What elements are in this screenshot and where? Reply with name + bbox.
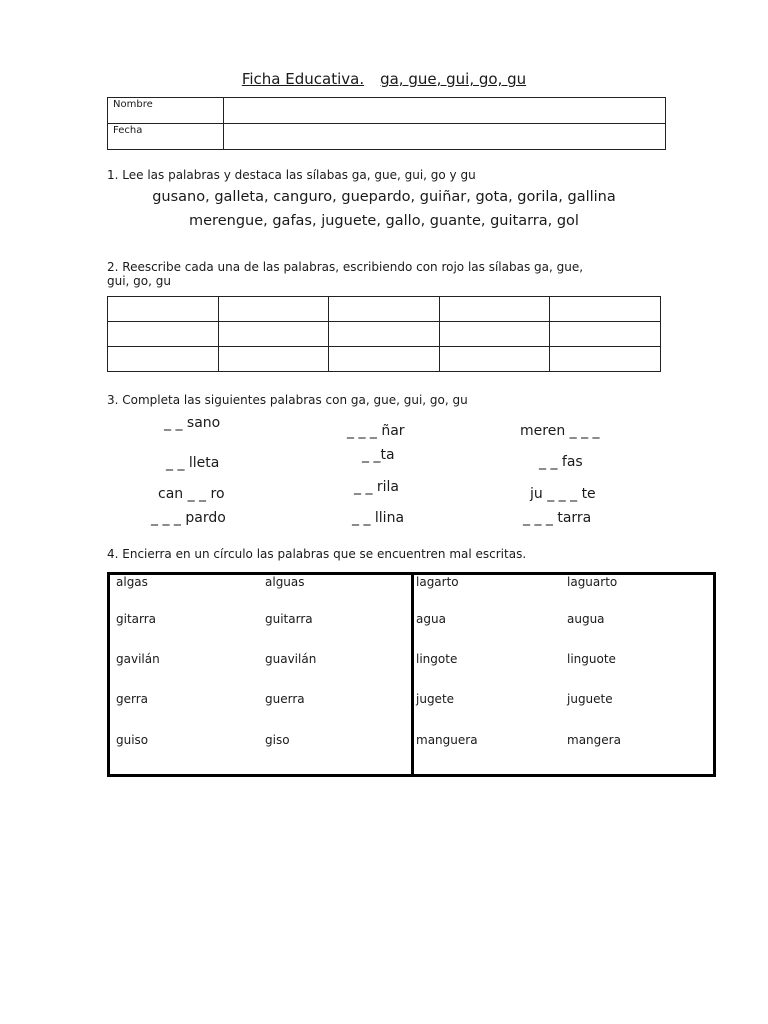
rewrite-cell[interactable]: [550, 322, 661, 347]
q2-instruction-line-2: gui, go, gu: [107, 274, 171, 288]
fill-in-word: _ _ _ tarra: [523, 510, 592, 526]
fill-in-word: can _ _ ro: [158, 486, 225, 502]
word-option[interactable]: manguera: [416, 733, 478, 747]
word-option[interactable]: mangera: [567, 733, 621, 747]
word-option[interactable]: gavilán: [116, 652, 160, 666]
fill-in-word: ju _ _ _ te: [530, 486, 596, 502]
fill-in-word: _ _ _ ñar: [347, 423, 405, 439]
date-field[interactable]: [224, 124, 666, 150]
word-option[interactable]: lagarto: [416, 575, 459, 589]
word-option[interactable]: guavilán: [265, 652, 317, 666]
rewrite-cell[interactable]: [329, 322, 440, 347]
word-option[interactable]: laguarto: [567, 575, 618, 589]
name-field[interactable]: [224, 98, 666, 124]
q4-instruction: 4. Encierra en un círculo las palabras que se encuentren mal escritas.: [107, 547, 527, 561]
rewrite-table: [107, 296, 661, 372]
rewrite-cell[interactable]: [439, 297, 550, 322]
fill-in-word: _ _ lleta: [166, 455, 220, 471]
fill-in-word: _ _ fas: [539, 454, 583, 470]
q1-word-line-2: merengue, gafas, juguete, gallo, guante, guitarra, gol: [189, 213, 579, 229]
q1-word-line-1: gusano, galleta, canguro, guepardo, guiñar, gota, gorila, gallina: [152, 189, 616, 205]
rewrite-cell[interactable]: [439, 347, 550, 372]
fill-in-word: _ _ta: [362, 447, 395, 463]
word-option[interactable]: algas: [116, 575, 148, 589]
spelling-table: [107, 572, 716, 777]
word-option[interactable]: giso: [265, 733, 290, 747]
rewrite-row: [108, 297, 661, 322]
word-option[interactable]: guiso: [116, 733, 149, 747]
word-option[interactable]: gitarra: [116, 612, 157, 626]
page-title: [0, 70, 768, 88]
date-row: [108, 124, 666, 150]
title-syllables: ga, gue, gui, go, gu: [380, 70, 527, 88]
rewrite-cell[interactable]: [108, 322, 219, 347]
rewrite-cell[interactable]: [550, 347, 661, 372]
name-label: Nombre: [108, 98, 224, 124]
table-divider: [411, 575, 414, 774]
rewrite-row: [108, 347, 661, 372]
word-option[interactable]: agua: [416, 612, 446, 626]
word-option[interactable]: linguote: [567, 652, 616, 666]
rewrite-cell[interactable]: [218, 297, 329, 322]
fill-in-word: meren _ _ _: [520, 423, 600, 439]
fill-in-word: _ _ rila: [354, 479, 400, 495]
q2-instruction-line-1: 2. Reescribe cada una de las palabras, escribiendo con rojo las sílabas ga, gue,: [107, 260, 584, 274]
rewrite-cell[interactable]: [218, 322, 329, 347]
student-info-table: [107, 97, 666, 150]
q3-instruction: 3. Completa las siguientes palabras con ga, gue, gui, go, gu: [107, 393, 468, 407]
rewrite-cell[interactable]: [108, 297, 219, 322]
word-option[interactable]: gerra: [116, 692, 149, 706]
rewrite-cell[interactable]: [329, 347, 440, 372]
title-prefix: Ficha Educativa.: [241, 70, 365, 88]
rewrite-row: [108, 322, 661, 347]
rewrite-cell[interactable]: [439, 322, 550, 347]
name-row: [108, 98, 666, 124]
date-label: Fecha: [108, 124, 224, 150]
rewrite-cell[interactable]: [329, 297, 440, 322]
q1-instruction: 1. Lee las palabras y destaca las sílabas ga, gue, gui, go y gu: [107, 168, 476, 182]
word-option[interactable]: lingote: [416, 652, 458, 666]
fill-in-word: _ _ sano: [164, 415, 221, 431]
rewrite-cell[interactable]: [108, 347, 219, 372]
fill-in-word: _ _ llina: [352, 510, 405, 526]
word-option[interactable]: guerra: [265, 692, 305, 706]
word-option[interactable]: juguete: [567, 692, 613, 706]
rewrite-cell[interactable]: [550, 297, 661, 322]
word-option[interactable]: augua: [567, 612, 605, 626]
word-option[interactable]: guitarra: [265, 612, 313, 626]
rewrite-cell[interactable]: [218, 347, 329, 372]
fill-in-word: _ _ _ pardo: [151, 510, 226, 526]
word-option[interactable]: jugete: [416, 692, 455, 706]
word-option[interactable]: alguas: [265, 575, 305, 589]
